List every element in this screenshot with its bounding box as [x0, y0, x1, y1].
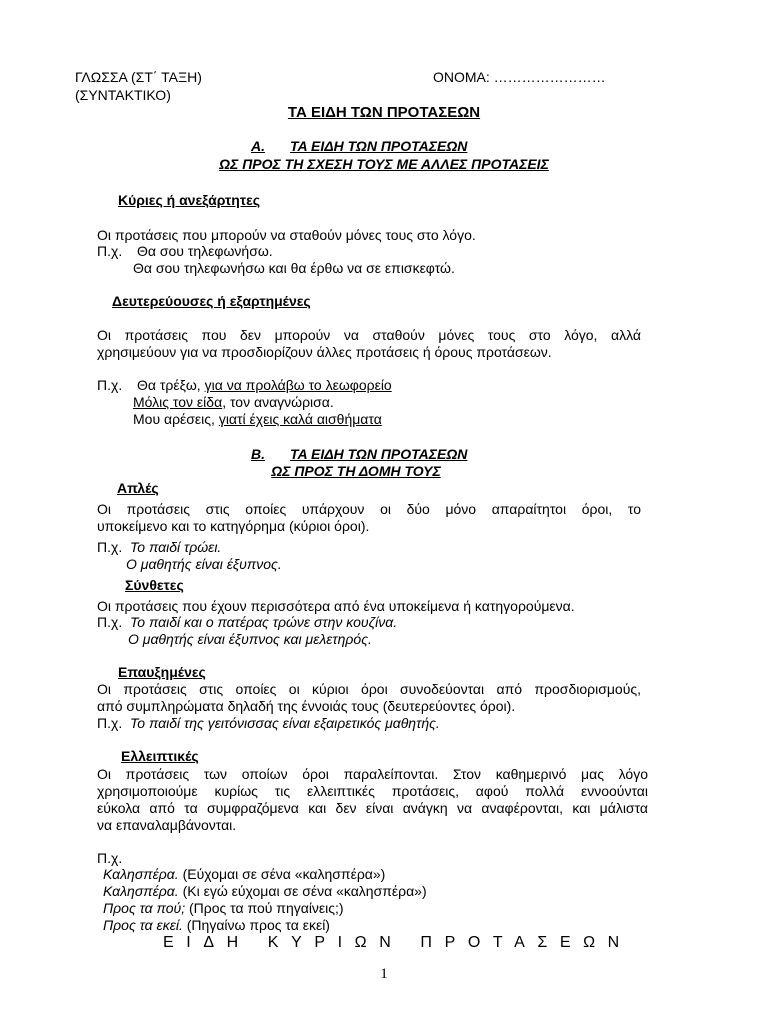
example-prefix: Π.χ.	[97, 243, 123, 259]
header-subject: ΓΛΩΣΣΑ (ΣΤ΄ ΤΑΞΗ)	[75, 69, 202, 85]
simple-example-2: Ο μαθητής είναι έξυπνος.	[126, 556, 282, 572]
name-field: ΟΝΟΜΑ: ……………………	[433, 69, 606, 85]
compound-sentences-title: Σύνθετες	[125, 577, 184, 593]
elliptical-definition-line1: Οι προτάσεις των οποίων όροι παραλείπονται. Στον καθημερινό μας λόγο	[97, 766, 648, 782]
subordinate-definition-line2: χρησιμεύουν για να προσδιορίζουν άλλες προτάσεις ή όρους προτάσεων.	[97, 344, 552, 360]
subordinate-clauses-title: Δευτερεύουσες ή εξαρτημένες	[112, 293, 311, 309]
section-a-heading-line1: ΤΑ ΕΙΔΗ ΤΩΝ ΠΡΟΤΑΣΕΩΝ	[290, 138, 468, 154]
section-b-heading-line1: ΤΑ ΕΙΔΗ ΤΩΝ ΠΡΟΤΑΣΕΩΝ	[290, 446, 468, 462]
section-a-letter: Α.	[251, 138, 265, 154]
compound-example-1: Το παιδί και ο πατέρας τρώνε στην κουζίνα.	[130, 614, 398, 630]
main-example-1: Θα σου τηλεφωνήσω.	[137, 243, 273, 259]
main-example-2: Θα σου τηλεφωνήσω και θα έρθω να σε επισκεφτώ.	[133, 260, 455, 276]
header-topic: (ΣΥΝΤΑΚΤΙΚΟ)	[75, 87, 171, 103]
compound-example-2: Ο μαθητής είναι έξυπνος και μελετηρός.	[128, 631, 372, 647]
elliptical-sentences-title: Ελλειπτικές	[121, 748, 199, 764]
section-a-heading-line2: ΩΣ ΠΡΟΣ ΤΗ ΣΧΕΣΗ ΤΟΥΣ ΜΕ ΑΛΛΕΣ ΠΡΟΤΑΣΕΙΣ	[219, 156, 549, 172]
section-b-letter: Β.	[251, 446, 265, 462]
elliptical-definition-line4: να επαναλαμβάνονται.	[97, 817, 237, 833]
elliptical-definition-line2: χρησιμοποιούμε κυρίως τις ελλειπτικές προτάσεις, αφού πολλά εννοούνται	[97, 783, 648, 799]
extended-example-1: Το παιδί της γειτόνισσας είναι εξαιρετικός μαθητής.	[130, 715, 440, 731]
elliptical-example-4: Προς τα εκεί. (Πηγαίνω προς τα εκεί)	[103, 917, 330, 933]
subordinate-clause: γιατί έχεις καλά αισθήματα	[218, 411, 382, 427]
extended-definition-line2: από συμπληρώματα δηλαδή της έννοιάς τους (δευτερεύοντες όροι).	[97, 698, 516, 714]
example-prefix: Π.χ.	[97, 850, 123, 866]
subordinate-example-1: Θα τρέξω, για να προλάβω το λεωφορείο	[137, 377, 392, 393]
main-clauses-definition: Οι προτάσεις που μπορούν να σταθούν μόνες τους στο λόγο.	[97, 227, 476, 243]
elliptical-definition-line3: εύκολα από τα συμφραζόμενα και δεν είναι ανάγκη να αναφέρονται, και μάλιστα	[97, 800, 648, 816]
extended-definition-line1: Οι προτάσεις στις οποίες οι κύριοι όροι συνοδεύονται από προσδιορισμούς,	[97, 681, 641, 697]
example-prefix: Π.χ.	[97, 614, 123, 630]
simple-definition-line1: Οι προτάσεις στις οποίες υπάρχουν οι δύο μόνο απαραίτητοι όροι, το	[97, 501, 641, 517]
example-prefix: Π.χ.	[97, 539, 123, 555]
simple-definition-line2: υποκείμενο και το κατηγόρημα (κύριοι όροι).	[97, 518, 370, 534]
main-clauses-types-heading: ΕΙΔΗ ΚΥΡΙΩΝ ΠΡΟΤΑΣΕΩΝ	[163, 934, 632, 951]
subordinate-example-2: Μόλις τον είδα, τον αναγνώρισα.	[133, 394, 334, 410]
compound-definition: Οι προτάσεις που έχουν περισσότερα από ένα υποκείμενα ή κατηγορούμενα.	[97, 598, 575, 614]
main-clauses-title: Κύριες ή ανεξάρτητες	[118, 192, 261, 208]
section-b-heading-line2: ΩΣ ΠΡΟΣ ΤΗ ΔΟΜΗ ΤΟΥΣ	[271, 463, 441, 479]
elliptical-example-3: Προς τα πού; (Προς τα πού πηγαίνεις;)	[103, 900, 344, 916]
page-title: ΤΑ ΕΙΔΗ ΤΩΝ ΠΡΟΤΑΣΕΩΝ	[287, 104, 481, 121]
subordinate-clause: για να προλάβω το λεωφορείο	[204, 377, 392, 393]
elliptical-example-2: Καλησπέρα. (Κι εγώ εύχομαι σε σένα «καλησπέρα»)	[103, 883, 427, 899]
page-number: 1	[380, 966, 388, 982]
elliptical-example-1: Καλησπέρα. (Εύχομαι σε σένα «καλησπέρα»)	[103, 866, 386, 882]
subordinate-example-3: Μου αρέσεις, γιατί έχεις καλά αισθήματα	[133, 411, 382, 427]
simple-example-1: Το παιδί τρώει.	[130, 539, 222, 555]
simple-sentences-title: Απλές	[117, 480, 159, 496]
subordinate-clause: Μόλις τον είδα	[133, 394, 223, 410]
extended-sentences-title: Επαυξημένες	[118, 664, 206, 680]
example-prefix: Π.χ.	[97, 377, 123, 393]
example-prefix: Π.χ.	[97, 715, 123, 731]
subordinate-definition-line1: Οι προτάσεις που δεν μπορούν να σταθούν μόνες τους στο λόγο, αλλά	[97, 327, 641, 343]
